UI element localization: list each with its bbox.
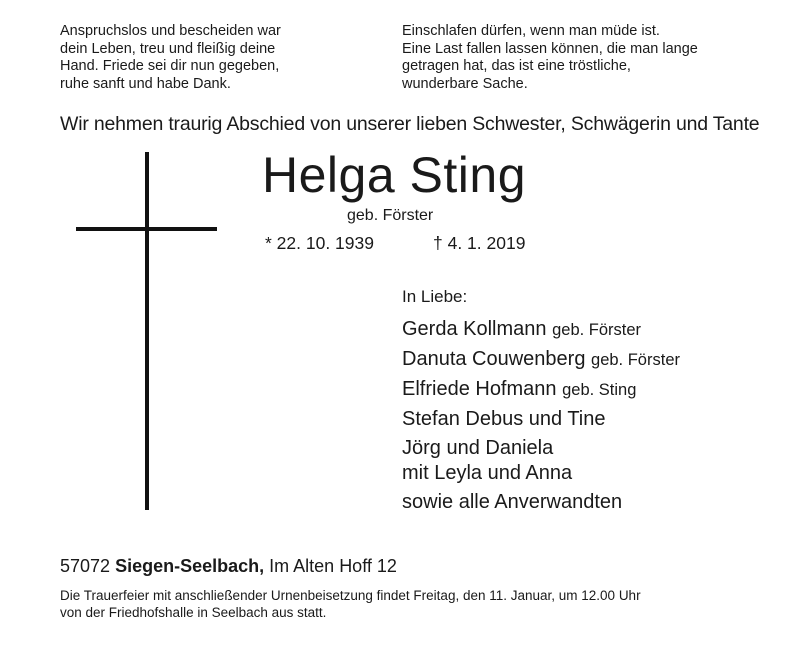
poem-left-line: Anspruchslos und bescheiden war: [60, 23, 281, 39]
maiden-name: geb. Förster: [347, 207, 434, 224]
deceased-name: Helga Sting: [262, 147, 526, 203]
signatory-birth-name: geb. Sting: [562, 381, 637, 399]
poem-left-line: Hand. Friede sei dir nun gegeben,: [60, 58, 280, 74]
signatory-name: Elfriede Hofmann: [402, 378, 557, 400]
poem-right-line: wunderbare Sache.: [402, 75, 528, 92]
signatory-name: Gerda Kollmann: [402, 318, 547, 340]
poem-left-line: dein Leben, treu und fleißig deine: [60, 40, 276, 57]
signatory-line: [402, 461, 680, 486]
signatory-name: sowie alle Anverwandten: [402, 491, 623, 513]
signatories-heading: In Liebe:: [402, 287, 468, 306]
signatory-birth-name: geb. Förster: [552, 321, 642, 339]
poem-right: [402, 23, 698, 93]
ceremony-line: Die Trauerfeier mit anschließender Urnenbeisetzung findet Freitag, den 11. Januar, um 12.00 Uhr: [60, 588, 641, 603]
address-postcode: 57072: [60, 556, 111, 576]
poem-right-line: getragen hat, das ist eine tröstliche,: [402, 58, 631, 74]
poem-right-line: Einschlafen dürfen, wenn man müde ist.: [402, 23, 660, 39]
ceremony-notice: [60, 587, 641, 621]
intro-text: Wir nehmen traurig Abschied von unserer lieben Schwester, Schwägerin und Tante: [60, 113, 760, 135]
address: [60, 556, 397, 577]
signatory-name: Stefan Debus und Tine: [402, 408, 606, 430]
signatory-line: [402, 377, 680, 403]
ceremony-line: von der Friedhofshalle in Seelbach aus statt.: [60, 605, 327, 620]
signatory-line: [402, 407, 680, 432]
cross-icon-horizontal: [76, 227, 217, 231]
signatory-birth-name: geb. Förster: [591, 351, 680, 369]
signatory-name: Danuta Couwenberg: [402, 348, 586, 370]
address-place: Siegen-Seelbach,: [115, 556, 265, 576]
signatory-line: [402, 436, 680, 461]
poem-left-line: ruhe sanft und habe Dank.: [60, 75, 231, 92]
signatory-line: [402, 490, 680, 515]
birth-date: * 22. 10. 1939: [265, 233, 374, 253]
signatories: [402, 287, 680, 515]
death-date: † 4. 1. 2019: [433, 233, 526, 253]
address-street: Im Alten Hoff 12: [269, 556, 397, 576]
cross-icon-vertical: [145, 152, 149, 510]
signatory-line: [402, 317, 680, 343]
signatory-name: Jörg und Daniela: [402, 437, 554, 459]
poem-left: [60, 23, 281, 93]
signatory-name: mit Leyla und Anna: [402, 462, 573, 484]
poem-right-line: Eine Last fallen lassen können, die man lange: [402, 40, 698, 57]
signatory-line: [402, 347, 680, 373]
